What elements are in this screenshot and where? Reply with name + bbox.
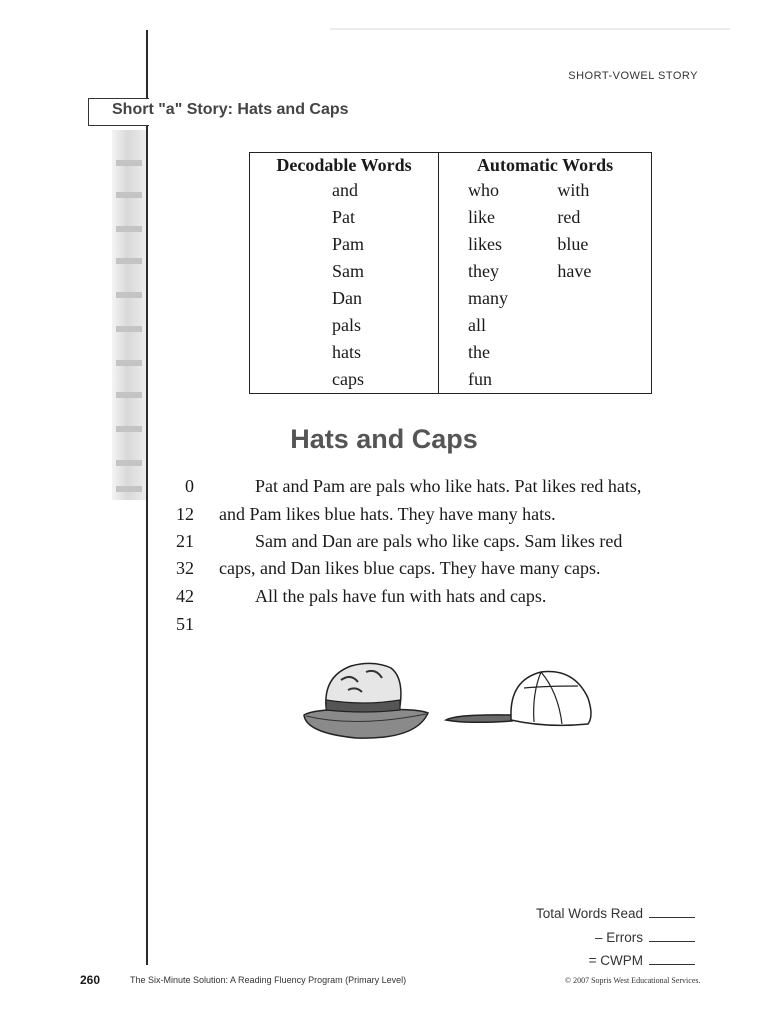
story-line: caps, and Dan likes blue caps. They have many caps. — [219, 558, 601, 578]
decodable-word: Sam — [250, 258, 439, 285]
cwpm-line — [440, 953, 695, 968]
cap-icon — [446, 672, 591, 726]
automatic-word: likes — [468, 234, 503, 254]
decodable-words-header: Decodable Words — [250, 153, 439, 178]
automatic-word — [557, 312, 651, 339]
word-count: 21 — [176, 531, 194, 551]
table-row — [250, 231, 652, 258]
automatic-word: who — [468, 180, 500, 200]
errors-blank — [649, 941, 695, 942]
word-table — [249, 152, 652, 394]
decodable-word: and — [250, 177, 439, 204]
decodable-word: Dan — [250, 285, 439, 312]
table-row — [250, 339, 652, 366]
story-title: Hats and Caps — [290, 424, 478, 454]
total-words-read-label: Total Words Read — [535, 906, 643, 921]
top-rule — [330, 28, 730, 30]
automatic-word: red — [557, 207, 581, 227]
automatic-word: with — [557, 180, 590, 200]
cwpm-blank — [649, 964, 695, 965]
decodable-word: hats — [250, 339, 439, 366]
hat-icon — [304, 663, 428, 738]
decodable-word: Pat — [250, 204, 439, 231]
automatic-word: all — [468, 315, 487, 335]
decodable-word: pals — [250, 312, 439, 339]
story-line: All the pals have fun with hats and caps. — [255, 586, 547, 606]
automatic-word: they — [468, 261, 500, 281]
story-line: Sam and Dan are pals who like caps. Sam likes red — [255, 531, 623, 551]
story-line: Pat and Pam are pals who like hats. Pat likes red hats, — [255, 476, 642, 496]
word-count: 0 — [185, 476, 194, 496]
table-row — [250, 177, 652, 204]
automatic-word: many — [468, 288, 509, 308]
story-line: and Pam likes blue hats. They have many hats. — [219, 504, 556, 524]
book-title: The Six-Minute Solution: A Reading Fluency Program (Primary Level) — [130, 975, 407, 985]
automatic-word: the — [468, 342, 491, 362]
table-row — [250, 285, 652, 312]
table-row — [250, 258, 652, 285]
table-row — [250, 204, 652, 231]
automatic-word: fun — [468, 369, 493, 389]
total-words-read-line — [440, 906, 695, 921]
automatic-word: blue — [557, 234, 589, 254]
decodable-word: Pam — [250, 231, 439, 258]
word-count: 42 — [176, 586, 194, 606]
automatic-word — [557, 285, 651, 312]
word-count: 32 — [176, 558, 194, 578]
copyright: © 2007 Sopris West Educational Services. — [565, 976, 701, 985]
running-head: SHORT-VOWEL STORY — [568, 70, 698, 82]
word-count: 12 — [176, 504, 194, 524]
automatic-word: have — [557, 261, 592, 281]
total-words-read-blank — [649, 917, 695, 918]
automatic-words-header: Automatic Words — [476, 154, 614, 175]
automatic-word — [557, 339, 651, 366]
story-label: Short "a" Story: Hats and Caps — [112, 101, 349, 118]
automatic-word: like — [468, 207, 496, 227]
table-row — [250, 312, 652, 339]
hats-and-caps-illustration — [296, 658, 606, 748]
page-number: 260 — [80, 973, 101, 987]
errors-label: – Errors — [594, 930, 643, 945]
cwpm-label: = CWPM — [588, 953, 643, 968]
margin-rule — [146, 30, 148, 965]
word-count: 51 — [176, 614, 194, 634]
errors-line — [440, 930, 695, 945]
table-row — [250, 366, 652, 394]
decodable-word: caps — [250, 366, 439, 394]
automatic-word — [557, 366, 651, 394]
